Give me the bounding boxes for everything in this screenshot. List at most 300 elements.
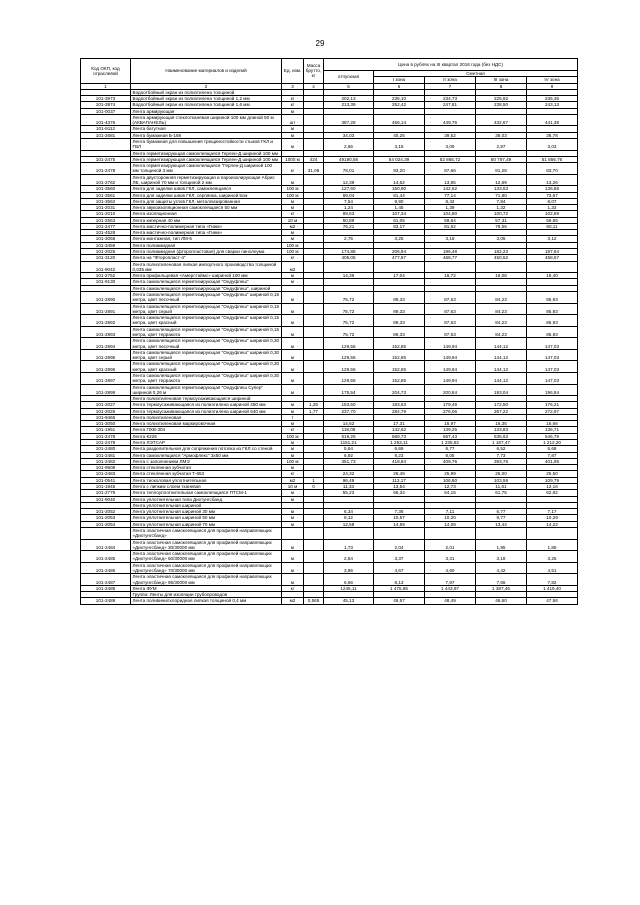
cell-zone-3: 84,23 xyxy=(476,315,527,327)
cell-unit: кг xyxy=(282,471,304,477)
cell-release: 237,70 xyxy=(324,408,374,414)
cell-code: 101-3560 xyxy=(81,186,131,192)
cell-release: 129,56 xyxy=(324,349,374,361)
cell-zone-4: 176,21 xyxy=(527,402,578,408)
cell-zone-2: 13,85 xyxy=(425,174,476,186)
cell-zone-3: 16,35 xyxy=(476,421,527,427)
cell-code: 101-2480 xyxy=(81,446,131,452)
cell-unit: м xyxy=(282,521,304,527)
header-price-group: Цена в рублях на III квартал 2016 года (без НДС) xyxy=(324,59,578,71)
cell-zone-1: 6,69 xyxy=(374,446,425,452)
cell-code: 101-9042 xyxy=(81,261,131,273)
cell-zone-1: 3,37 xyxy=(374,551,425,563)
cell-zone-2: 149,94 xyxy=(425,361,476,373)
cell-release: 14,62 xyxy=(324,421,374,427)
cell-unit: кг xyxy=(282,96,304,102)
cell-zone-3: 3,06 xyxy=(476,236,527,242)
cell-zone-4: 62,92 xyxy=(527,490,578,496)
cell-release: 351,73 xyxy=(324,458,374,464)
cell-unit: м xyxy=(282,230,304,236)
table-row xyxy=(81,551,578,563)
cell-release: 6,92 xyxy=(324,452,374,458)
cell-zone-3: 3,18 xyxy=(476,551,527,563)
cell-zone-2: 409,76 xyxy=(425,458,476,464)
cell-release: 213,39 xyxy=(324,102,374,108)
cell-zone-1: 54 024,39 xyxy=(374,156,425,162)
cell-name: Лента бумажная Б-168 xyxy=(131,132,282,138)
cell-zone-4: 51 856,76 xyxy=(527,156,578,162)
cell-release: 1245,11 xyxy=(324,585,374,591)
cell-release: 153,50 xyxy=(324,402,374,408)
cell-zone-1: 150,90 xyxy=(374,186,425,192)
cell-zone-2: 48,49 xyxy=(425,598,476,604)
header-zone-1: I зона xyxy=(374,77,425,83)
cell-name: Лента армирующая стеклотканевая шириной 100 мм длиной 50 м (АКВАПАНЕЛЬ) xyxy=(131,114,282,126)
cell-release: 1,73 xyxy=(324,539,374,551)
cell-zone-4: 3,12 xyxy=(527,236,578,242)
col-index: 8 xyxy=(476,83,527,89)
cell-zone-3: 535,63 xyxy=(476,433,527,439)
cell-zone-1: 81,44 xyxy=(374,192,425,198)
cell-zone-3: 78,56 xyxy=(476,223,527,229)
cell-zone-4: 1 212,20 xyxy=(527,440,578,446)
header-zone-4: IV зона xyxy=(527,77,578,83)
cell-name: Лента самоклеящаяся герметизирующая "Ондуфлеш" шириной 0,30 метра, цвет красный xyxy=(131,361,282,373)
cell-release: 6,34 xyxy=(324,509,374,515)
cell-unit: м xyxy=(282,574,304,586)
cell-unit: м2 xyxy=(282,598,304,604)
cell-zone-3: 46,60 xyxy=(476,598,527,604)
cell-mass xyxy=(304,303,324,315)
header-zone-3: III зона xyxy=(476,77,527,83)
cell-zone-2 xyxy=(425,527,476,539)
cell-code: 101-3459 xyxy=(81,242,131,248)
cell-zone-1: 3,25 xyxy=(374,236,425,242)
cell-zone-2: 7,11 xyxy=(425,509,476,515)
cell-code: 101-2897 xyxy=(81,372,131,384)
cell-name: Лента для защиты углов ГКЛ, металлизированная xyxy=(131,198,282,204)
cell-unit: 100 м xyxy=(282,433,304,439)
cell-zone-4: 546,78 xyxy=(527,433,578,439)
cell-unit: 100 м xyxy=(282,249,304,255)
cell-zone-3: 225,92 xyxy=(476,96,527,102)
cell-name: Лента полиэтиленовая термоусаживающаяся шириной xyxy=(131,396,282,402)
cell-zone-4: 236,36 xyxy=(527,96,578,102)
cell-unit: кг xyxy=(282,163,304,175)
cell-mass xyxy=(304,326,324,338)
table-row xyxy=(81,527,578,539)
cell-release: 2,66 xyxy=(324,138,374,150)
cell-zone-3: 193,04 xyxy=(476,384,527,396)
cell-unit: 1000 м xyxy=(282,156,304,162)
cell-zone-4 xyxy=(527,261,578,273)
cell-name: Лента уплотнительная шириной xyxy=(131,502,282,508)
cell-code: 101-3562 xyxy=(81,198,131,204)
cell-name: Лента мастично-полимерная типа «Гиим» xyxy=(131,230,282,236)
cell-code: 101-2890 xyxy=(81,292,131,304)
cell-unit: м xyxy=(282,174,304,186)
cell-zone-4: 147,03 xyxy=(527,338,578,350)
cell-zone-1: 66,34 xyxy=(374,490,425,496)
cell-zone-1: 236,10 xyxy=(374,96,425,102)
cell-zone-3: 1,95 xyxy=(476,539,527,551)
cell-zone-2: 10,20 xyxy=(425,515,476,521)
cell-release: 96,49 xyxy=(324,477,374,483)
cell-zone-2: 8,05 xyxy=(425,452,476,458)
cell-release: 7,54 xyxy=(324,198,374,204)
cell-release: 2,84 xyxy=(324,551,374,563)
cell-zone-4: 147,03 xyxy=(527,361,578,373)
table-header xyxy=(81,59,578,90)
cell-name: Лента эластичная самоклеящаяся для профилей направляющих «Дихтунгсбанд» 95/30000 мм xyxy=(131,574,282,586)
cell-zone-4: 10,29 xyxy=(527,515,578,521)
cell-unit: м xyxy=(282,562,304,574)
cell-unit: кг xyxy=(282,255,304,261)
cell-zone-1: 152,85 xyxy=(374,372,425,384)
cell-code: 101-9040 xyxy=(81,496,131,502)
cell-zone-2: 1 235,82 xyxy=(425,440,476,446)
cell-zone-3: 100,72 xyxy=(476,211,527,217)
cell-zone-2: 247,81 xyxy=(425,102,476,108)
cell-zone-4: 272,97 xyxy=(527,408,578,414)
cell-zone-1: 183,63 xyxy=(374,402,425,408)
cell-zone-1 xyxy=(374,527,425,539)
cell-name: Лента мастично-полимерная типа «Гиим» xyxy=(131,223,282,229)
cell-name: Лента киперная 40 мм xyxy=(131,217,282,223)
cell-zone-2: 64,15 xyxy=(425,490,476,496)
cell-zone-3: 238,50 xyxy=(476,102,527,108)
cell-zone-1: 204,73 xyxy=(374,384,425,396)
cell-unit: 100 м xyxy=(282,458,304,464)
cell-code: 101-9508 xyxy=(81,465,131,471)
col-index: 1 xyxy=(81,83,131,89)
cell-zone-4: 187,64 xyxy=(527,249,578,255)
cell-zone-1: 477,87 xyxy=(374,255,425,261)
table-row xyxy=(81,315,578,327)
cell-zone-2 xyxy=(425,261,476,273)
cell-mass xyxy=(304,315,324,327)
cell-name: Лента самоклеящаяся герметизирующая "Ондуфлеш" шириной 0,15 метра, цвет красный xyxy=(131,315,282,327)
cell-unit: м xyxy=(282,551,304,563)
cell-name: Лента ЛЭТСАР xyxy=(131,440,282,446)
cell-zone-2: 234,73 xyxy=(425,96,476,102)
cell-release: 129,56 xyxy=(324,372,374,384)
cell-name: Лента самоклеящаяся герметизирующая "Ондуфлеш" шириной 0,15 метра, цвет серый xyxy=(131,303,282,315)
cell-zone-3: 133,83 xyxy=(476,427,527,433)
cell-zone-2: 104,80 xyxy=(425,211,476,217)
cell-code: 101-0541 xyxy=(81,477,131,483)
cell-name: Лента эластичная самоклеящаяся для профилей направляющих «Дихтунгсбанд» 70/30000 мм xyxy=(131,562,282,574)
cell-mass xyxy=(304,261,324,273)
cell-zone-4: 1,85 xyxy=(527,539,578,551)
cell-zone-4: 458,67 xyxy=(527,255,578,261)
cell-unit: м2 xyxy=(282,477,304,483)
col-index: 6 xyxy=(374,83,425,89)
cell-zone-1: 89,33 xyxy=(374,315,425,327)
cell-mass xyxy=(304,349,324,361)
cell-unit: м xyxy=(282,515,304,521)
table-row xyxy=(81,174,578,186)
cell-zone-1: 2,04 xyxy=(374,539,425,551)
cell-release: 202,13 xyxy=(324,96,374,102)
cell-zone-3: 11,61 xyxy=(476,484,527,490)
cell-code: 101-3974 xyxy=(81,102,131,108)
cell-unit: м xyxy=(282,490,304,496)
cell-zone-3: 182,23 xyxy=(476,249,527,255)
cell-zone-4 xyxy=(527,527,578,539)
cell-mass xyxy=(304,372,324,384)
cell-code: 101-2487 xyxy=(81,574,131,586)
cell-zone-4: 1 419,40 xyxy=(527,585,578,591)
cell-zone-4: 14,22 xyxy=(527,521,578,527)
cell-zone-2: 142,62 xyxy=(425,186,476,192)
table-row xyxy=(81,261,578,273)
cell-zone-4: 6,68 xyxy=(527,446,578,452)
cell-code: 101-4528 xyxy=(81,230,131,236)
cell-mass: 0,565 xyxy=(304,598,324,604)
cell-zone-1: 252,42 xyxy=(374,102,425,108)
cell-unit: м xyxy=(282,446,304,452)
cell-zone-3: 144,12 xyxy=(476,372,527,384)
cell-zone-3: 6,77 xyxy=(476,509,527,515)
cell-name: Лента монтажная, тип ЛМ-5 xyxy=(131,236,282,242)
cell-code: 101-2479 xyxy=(81,440,131,446)
cell-zone-1: 7,36 xyxy=(374,509,425,515)
cell-zone-2: 449,76 xyxy=(425,114,476,126)
cell-zone-2: 52 865,72 xyxy=(425,156,476,162)
cell-zone-3: 133,53 xyxy=(476,186,527,192)
cell-mass xyxy=(304,138,324,150)
cell-release: 11,33 xyxy=(324,484,374,490)
cell-zone-1: 107,34 xyxy=(374,211,425,217)
cell-unit: м xyxy=(282,496,304,502)
cell-name: Лента батутная xyxy=(131,126,282,132)
cell-name: Лента термоусаживающаяся из полиэтилена шириной 450 мм xyxy=(131,402,282,408)
cell-unit: м xyxy=(282,108,304,114)
cell-zone-1: 17,04 xyxy=(374,273,425,279)
cell-zone-2: 557,43 xyxy=(425,433,476,439)
cell-zone-1: 152,85 xyxy=(374,349,425,361)
cell-name: Водоотбойный экран из полиэтилена толщиной 1,6 мм xyxy=(131,102,282,108)
cell-release: 1,24 xyxy=(324,205,374,211)
cell-name: Лента К226 xyxy=(131,433,282,439)
cell-code: 101-2892 xyxy=(81,315,131,327)
cell-name: Лента полиэтиленовая липкая импортного производства толщиной 0,035 мм xyxy=(131,261,282,273)
cell-zone-4: 47,56 xyxy=(527,598,578,604)
cell-release xyxy=(324,261,374,273)
cell-name: Лента герметизирующая самоклеящаяся Герлен-Д шириной 100 мм xyxy=(131,156,282,162)
cell-name: Лента звукоизоляционная самоклеящаяся 50 мм xyxy=(131,205,282,211)
cell-zone-2: 87,66 xyxy=(425,163,476,175)
cell-zone-3 xyxy=(476,527,527,539)
cell-zone-1 xyxy=(374,261,425,273)
cell-code: 101-2779 xyxy=(81,490,131,496)
cell-unit: м xyxy=(282,539,304,551)
cell-code: 101-2895 xyxy=(81,349,131,361)
cell-zone-2: 14,09 xyxy=(425,521,476,527)
cell-mass xyxy=(304,551,324,563)
cell-zone-4: 56,55 xyxy=(527,217,578,223)
col-index: 4 xyxy=(304,83,324,89)
cell-code: 101-2893 xyxy=(81,326,131,338)
cell-zone-4: 3,25 xyxy=(527,551,578,563)
cell-zone-3: 7,73 xyxy=(476,452,527,458)
cell-zone-4: 7,87 xyxy=(527,452,578,458)
cell-unit: м xyxy=(282,303,304,315)
table-row xyxy=(81,598,578,604)
cell-name: Лента разделительная для сопряжения потолка из ГКЛ со стеной xyxy=(131,446,282,452)
cell-zone-3: 144,12 xyxy=(476,338,527,350)
cell-release: 174,88 xyxy=(324,249,374,255)
table-row xyxy=(81,292,578,304)
cell-zone-2: 1,39 xyxy=(425,205,476,211)
cell-name: Лента самоклеящаяся герметизирующая "Ондуфлеш" шириной 0,15 метра, цвет терракота xyxy=(131,326,282,338)
cell-release: 129,56 xyxy=(324,361,374,373)
cell-mass xyxy=(304,384,324,396)
cell-name: Лента герметизирующая самоклеящаяся Герлен-Д шириной 100 мм xyxy=(131,150,282,156)
cell-release: 75,72 xyxy=(324,292,374,304)
cell-zone-1: 26,49 xyxy=(374,471,425,477)
cell-code: 101-9112 xyxy=(81,126,131,132)
cell-mass xyxy=(304,562,324,574)
cell-zone-3: 7,84 xyxy=(476,198,527,204)
cell-name: Лента эластичная самоклеящаяся для профилей направляющих «Дихтунгсбанд» 50/30000 мм xyxy=(131,551,282,563)
cell-code: 101-2681 xyxy=(81,132,131,138)
cell-zone-1: 83,17 xyxy=(374,223,425,229)
cell-mass xyxy=(304,527,324,539)
cell-code: 101-3973 xyxy=(81,96,131,102)
cell-zone-3: 4,42 xyxy=(476,562,527,574)
cell-zone-1: 61,05 xyxy=(374,217,425,223)
cell-zone-1: 8,23 xyxy=(374,452,425,458)
cell-code: 101-2483 xyxy=(81,471,131,477)
table-row xyxy=(81,349,578,361)
cell-zone-3 xyxy=(476,261,527,273)
table-row xyxy=(81,539,578,551)
cell-code: 101-3120 xyxy=(81,255,131,261)
cell-name: Лента самоклеящаяся "Армофлекс" 3х50 мм xyxy=(131,452,282,458)
cell-name: Лента для заделки швов ГКЛ, серпянка, шириной 5см xyxy=(131,192,282,198)
cell-unit: м xyxy=(282,292,304,304)
cell-unit: м xyxy=(282,236,304,242)
cell-name: Лента уплотнительная шириной 30 мм xyxy=(131,509,282,515)
cell-zone-4: 73,67 xyxy=(527,192,578,198)
cell-name: Лента полиамидная xyxy=(131,242,282,248)
cell-unit: м xyxy=(282,279,304,285)
cell-zone-3: 393,76 xyxy=(476,458,527,464)
cell-name: Водоотбойный экран из полиэтилена толщиной 1,2 мм xyxy=(131,96,282,102)
cell-zone-2: 7,97 xyxy=(425,574,476,586)
cell-mass: 0 xyxy=(304,484,324,490)
cell-zone-1: 13,54 xyxy=(374,484,425,490)
cell-zone-2: 1 443,97 xyxy=(425,585,476,591)
cell-code: 101-2478 xyxy=(81,163,131,175)
cell-release: 12,58 xyxy=(324,521,374,527)
cell-zone-2: 16,72 xyxy=(425,273,476,279)
cell-zone-1: 14,62 xyxy=(374,174,425,186)
cell-code: 101-2488 xyxy=(81,585,131,591)
cell-zone-1: 142,62 xyxy=(374,427,425,433)
cell-code: 101-9130 xyxy=(81,279,131,285)
cell-zone-1: 89,33 xyxy=(374,292,425,304)
cell-zone-4: 16,40 xyxy=(527,273,578,279)
cell-zone-2: 87,63 xyxy=(425,292,476,304)
cell-release: 175,54 xyxy=(324,384,374,396)
cell-mass: 1 xyxy=(304,477,324,483)
cell-zone-1: 10,57 xyxy=(374,515,425,521)
cell-unit: кг xyxy=(282,427,304,433)
cell-zone-2: 87,63 xyxy=(425,315,476,327)
cell-zone-4: 136,71 xyxy=(527,427,578,433)
cell-name: Лента тиоколовая уплотнительная xyxy=(131,477,282,483)
cell-code: 101-2891 xyxy=(81,303,131,315)
cell-zone-4: 7,17 xyxy=(527,509,578,515)
cell-release: 127,60 xyxy=(324,186,374,192)
cell-name: Лента самоклеящаяся герметизирующая "Ондуфлеш" шириной 0,30 метра, цвет терракота xyxy=(131,372,282,384)
cell-name: Лента ФУМ xyxy=(131,585,282,591)
cell-release: 24,32 xyxy=(324,471,374,477)
cell-code: 101-2896 xyxy=(81,361,131,373)
cell-mass: 1,77 xyxy=(304,408,324,414)
cell-zone-2: 149,94 xyxy=(425,349,476,361)
cell-zone-2: 179,49 xyxy=(425,402,476,408)
cell-code: 101-2053 xyxy=(81,515,131,521)
header-estimated: Сметная xyxy=(374,71,578,77)
cell-unit: м xyxy=(282,138,304,150)
cell-name: Лента полиэтиленовая xyxy=(131,414,282,420)
cell-zone-2: 196,49 xyxy=(425,249,476,255)
cell-release: 6,66 xyxy=(324,574,374,586)
cell-zone-1: 152,85 xyxy=(374,338,425,350)
cell-unit: м xyxy=(282,349,304,361)
cell-unit: 100 м xyxy=(282,186,304,192)
cell-name: Лента теплоуплотнительная самоклеящаяся ПТСМ-1 xyxy=(131,490,282,496)
cell-zone-3: 7,66 xyxy=(476,574,527,586)
cell-code: 101-2553 xyxy=(81,217,131,223)
cell-zone-1: 418,84 xyxy=(374,458,425,464)
table-row xyxy=(81,114,578,126)
cell-release: 55,23 xyxy=(324,490,374,496)
cell-code: 101-2482 xyxy=(81,458,131,464)
cell-zone-4: 85,93 xyxy=(527,315,578,327)
cell-name: Лента изоляционная xyxy=(131,211,282,217)
cell-code: 101-2026 xyxy=(81,408,131,414)
cell-name: Лента уплотнительная типа Дихтунгсбанд xyxy=(131,496,282,502)
cell-zone-3: 6,52 xyxy=(476,446,527,452)
cell-zone-4: 80,11 xyxy=(527,223,578,229)
col-index: 7 xyxy=(425,83,476,89)
cell-name: Лента на "Фторопласт-4" xyxy=(131,255,282,261)
cell-unit: кг xyxy=(282,102,304,108)
cell-mass xyxy=(304,292,324,304)
cell-zone-4: 38,78 xyxy=(527,132,578,138)
cell-release: 45,13 xyxy=(324,598,374,604)
cell-unit: 100 м xyxy=(282,192,304,198)
cell-zone-2: 6,77 xyxy=(425,446,476,452)
cell-name: Лента стеклянная зубчатая xyxy=(131,465,282,471)
cell-zone-3: 1 187,47 xyxy=(476,440,527,446)
cell-code: 101-2762 xyxy=(81,174,131,186)
cell-release: 118,09 xyxy=(324,427,374,433)
cell-unit: м xyxy=(282,408,304,414)
cell-code: 101-2010 xyxy=(81,211,131,217)
cell-unit: м xyxy=(282,205,304,211)
cell-zone-4: 109,79 xyxy=(527,477,578,483)
cell-code: 101-0037 xyxy=(81,108,131,114)
cell-zone-2: 8,42 xyxy=(425,198,476,204)
cell-zone-3: 432,67 xyxy=(476,114,527,126)
cell-code xyxy=(81,527,131,539)
